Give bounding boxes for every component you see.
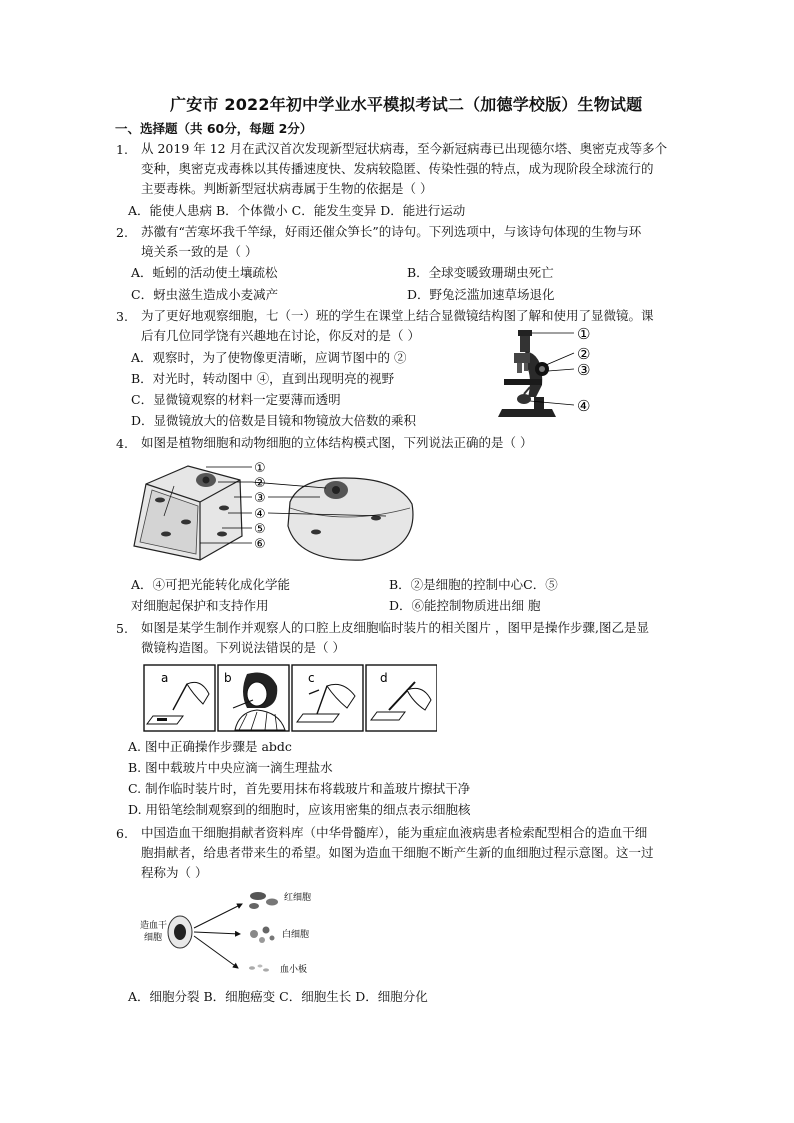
question-number: 1. <box>116 142 128 157</box>
white-blood-cell-label: 白细胞 <box>282 930 310 940</box>
question-text-line: 如图是植物细胞和动物细胞的立体结构模式图，下列说法正确的是（ ） <box>141 435 533 450</box>
cell-label-4: ④ <box>254 507 266 522</box>
platelet-label: 血小板 <box>280 965 308 975</box>
option-a: A．④可把光能转化成化学能 <box>131 577 291 592</box>
option-a: A．观察时，为了使物像更清晰，应调节图中的 ② <box>131 350 407 365</box>
red-blood-cell-label: 红细胞 <box>284 893 312 903</box>
option-a: A．蚯蚓的活动使土壤疏松 <box>131 265 278 280</box>
stem-cell-label: 造血干 <box>140 921 168 931</box>
question-text-line: 程称为（ ） <box>141 865 208 880</box>
option-c-continued: 对细胞起保护和支持作用 <box>131 598 269 613</box>
question-number: 3. <box>116 309 128 324</box>
question-text-line: 境关系一致的是（ ） <box>141 244 258 259</box>
microscope-label-4: ④ <box>577 397 591 415</box>
question-number: 4. <box>116 436 128 451</box>
question-text-line: 为了更好地观察细胞，七（一）班的学生在课堂上结合显微镜结构图了解和使用了显微镜。课 <box>141 308 654 323</box>
option-a: A. 图中正确操作步骤是 abdc <box>128 739 292 754</box>
answer-options: A．能使人患病 B．个体微小 C．能发生变异 D．能进行运动 <box>128 203 466 218</box>
question-text-line: 胞捐献者，给患者带来生的希望。如图为造血干细胞不断产生新的血细胞过程示意图。这一过 <box>141 845 654 860</box>
answer-options: A．细胞分裂 B．细胞癌变 C．细胞生长 D．细胞分化 <box>128 989 428 1004</box>
option-b: B. 图中载玻片中央应滴一滴生理盐水 <box>128 760 333 775</box>
question-number: 2. <box>116 225 128 240</box>
option-b: B．对光时，转动图中 ④，直到出现明亮的视野 <box>131 371 395 386</box>
section-heading: 一、选择题（共 60分，每题 2分） <box>115 121 313 136</box>
option-d: D. 用铅笔绘制观察到的细胞时，应该用密集的细点表示细胞核 <box>128 802 471 817</box>
option-d: D．⑥能控制物质进出细 胞 <box>389 598 541 613</box>
blood-cell-differentiation-figure <box>134 884 334 982</box>
cell-label-5: ⑤ <box>254 522 266 537</box>
cell-label-1: ① <box>254 461 266 476</box>
option-b-c: B．②是细胞的控制中心C．⑤ <box>389 577 558 592</box>
question-text-line: 如图是某学生制作并观察人的口腔上皮细胞临时装片的相关图片 ，图甲是操作步骤,图乙是显 <box>141 620 649 635</box>
question-number: 5. <box>116 621 128 636</box>
microscope-figure <box>490 325 602 425</box>
cell-label-6: ⑥ <box>254 537 266 552</box>
cell-label-2: ② <box>254 476 266 491</box>
step-label-b: b <box>224 671 232 685</box>
option-c: C. 制作临时装片时，首先要用抹布将载玻片和盖玻片擦拭干净 <box>128 781 471 796</box>
question-text-line: 中国造血干细胞捐献者资料库（中华骨髓库），能为重症血液病患者检索配型相合的造血干细 <box>141 825 648 840</box>
option-c: C．蚜虫滋生造成小麦减产 <box>131 287 279 302</box>
question-text-line: 变种，奥密克戎毒株以其传播速度快、发病较隐匿、传染性强的特点，成为现阶段全球流行的 <box>141 161 654 176</box>
question-text-line: 后有几位同学饶有兴趣地在讨论，你反对的是（ ） <box>141 328 420 343</box>
option-b: B．全球变暖致珊瑚虫死亡 <box>407 265 554 280</box>
step-label-d: d <box>380 671 388 685</box>
question-text-line: 微镜构造图。下列说法错误的是（ ） <box>141 640 345 655</box>
stem-cell-label-2: 细胞 <box>144 933 163 943</box>
slide-preparation-steps-figure <box>143 664 437 732</box>
question-text-line: 从 2019 年 12 月在武汉首次发现新型冠状病毒，至今新冠病毒已出现德尔塔、奥密克戎等多个 <box>141 141 668 156</box>
microscope-label-2: ② <box>577 345 591 363</box>
question-text-line: 主要毒株。判断新型冠状病毒属于生物的依据是（ ） <box>141 181 433 196</box>
question-number: 6. <box>116 826 128 841</box>
cell-label-3: ③ <box>254 491 266 506</box>
option-d: D．显微镜放大的倍数是目镜和物镜放大倍数的乘积 <box>131 413 417 428</box>
question-text-line: 苏徽有“苦寒坏我千竿绿，好雨还催众笋长”的诗句。下列选项中，与该诗句体现的生物与环 <box>141 224 642 239</box>
microscope-label-3: ③ <box>577 361 591 379</box>
cell-structure-figure <box>130 456 420 568</box>
step-label-c: c <box>308 671 315 685</box>
option-d: D．野兔泛滥加速草场退化 <box>407 287 555 302</box>
microscope-label-1: ① <box>577 325 591 343</box>
step-label-a: a <box>161 671 169 685</box>
page-title: 广安市 2022年初中学业水平模拟考试二（加德学校版）生物试题 <box>170 95 643 114</box>
option-c: C．显微镜观察的材料一定要薄而透明 <box>131 392 341 407</box>
